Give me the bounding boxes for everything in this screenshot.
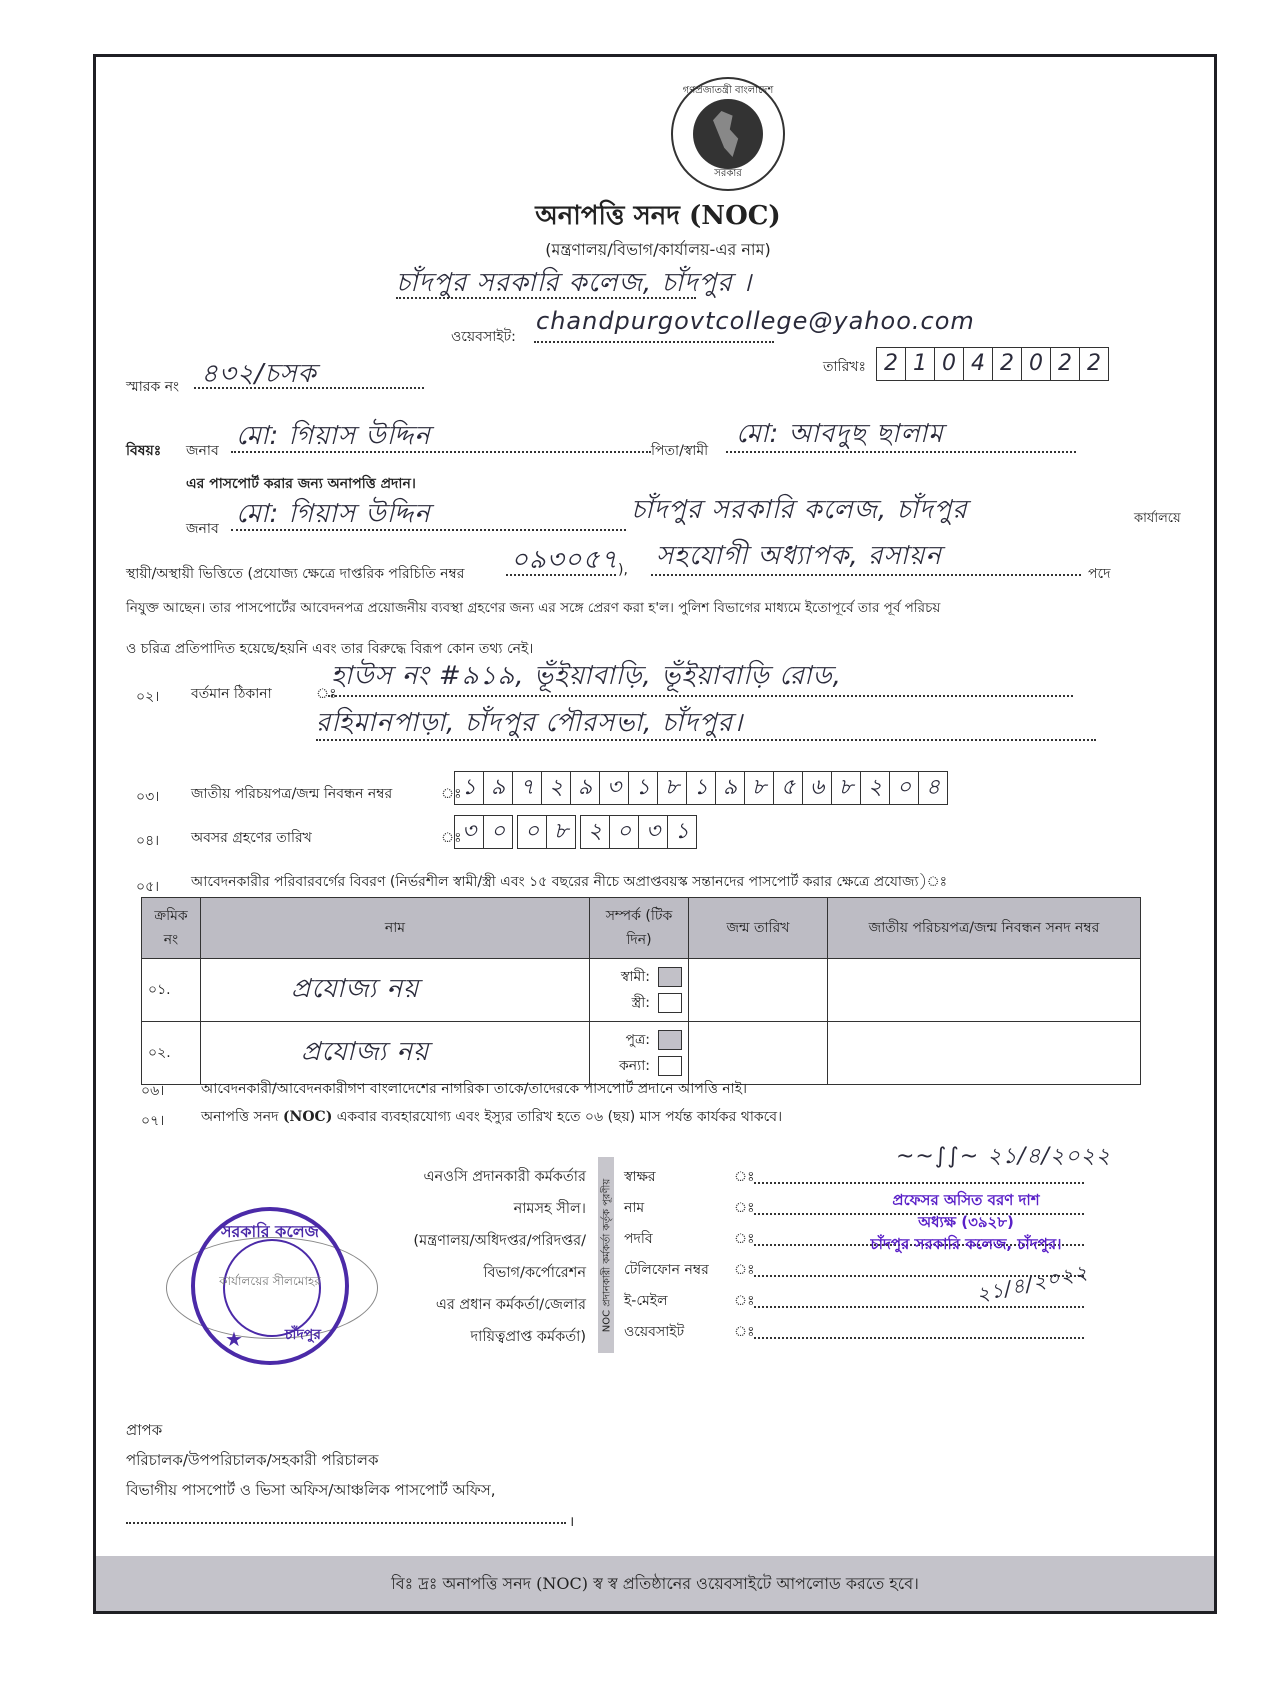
subject-label: বিষয়ঃ (126, 443, 162, 459)
page-title (96, 195, 1220, 239)
date-digit[interactable]: 4 (964, 348, 993, 380)
footer-note (96, 1556, 1214, 1611)
father-name-field[interactable]: মো: আবদুছ ছালাম (736, 419, 944, 449)
designation-suffix: পদে (1088, 566, 1111, 582)
id-close: ), (618, 562, 628, 578)
id-number-field[interactable]: ০৯৩০৫৭ (511, 545, 619, 575)
issuer-field-label: পদবি (624, 1230, 653, 1247)
seal-bottom-text: চাঁদপুর (284, 1327, 321, 1343)
body-line4: ও চরিত্র প্রতিপাদিত হয়েছে/হয়নি এবং তার বিরুদ্ধে বিরূপ কোন তথ্য নেই। (126, 641, 534, 657)
address-label: বর্তমান ঠিকানা (191, 686, 272, 702)
subject-mr-label: জনাব (186, 443, 219, 459)
address-line-2-field[interactable]: রহিমানপাড়া, চাঁদপুর পৌরসভা, চাঁদপুর। (316, 708, 744, 738)
relation-husband-label: স্বামী: (620, 969, 650, 985)
retirement-day-digit[interactable]: ০ (490, 819, 506, 844)
nid-label: জাতীয় পরিচয়পত্র/জন্ম নিবন্ধন নম্বর (191, 786, 393, 802)
nid-digit[interactable]: ৯ (571, 772, 600, 804)
website-dotted-line (534, 341, 774, 343)
retirement-day-digit[interactable]: ৩ (455, 816, 484, 848)
retirement-year-digit[interactable]: ২ (581, 816, 610, 848)
item-05-num: ০৫। (136, 879, 160, 895)
note-07-noc: (NOC) (282, 1109, 333, 1125)
subject-line2: এর পাসপোর্ট করার জন্য অনাপত্তি প্রদান। (186, 476, 416, 492)
emblem-ring-bottom: সরকার (714, 168, 742, 179)
nid-digit[interactable]: ১ (455, 772, 484, 804)
recipient-label: প্রাপক (126, 1421, 163, 1439)
relation-son-label: পুত্র: (625, 1032, 650, 1048)
header-relation: সম্পর্ক (টিক দিন) (590, 898, 689, 959)
body-line3: নিযুক্ত আছেন। তার পাসপোর্টের আবেদনপত্র প্রয়োজনীয় ব্যবস্থা গ্রহণের জন্য এর সঙ্গে প্রেরণ করা হ'ল। পুলিশ বিভাগের মাধ্যমে ইতোপূর্বে তার পূর্ব পরিচয় (126, 600, 941, 616)
issuer-field-colon: ঃ (734, 1323, 755, 1340)
nid-digit[interactable]: ১ (687, 772, 716, 804)
issuer-field-label: ওয়েবসাইট (624, 1323, 685, 1340)
issuer-field-colon: ঃ (734, 1230, 755, 1247)
note-07-text-a: অনাপত্তি সনদ (201, 1109, 279, 1125)
website-field[interactable]: chandpurgovtcollege@yahoo.com (536, 307, 975, 335)
subject-name-dotted-line (231, 451, 651, 453)
nid-digit[interactable]: ৯ (484, 772, 513, 804)
note-07-text (201, 1105, 782, 1129)
office-seal (191, 1207, 349, 1365)
row-dob[interactable] (689, 1022, 828, 1085)
address-line-2-dotted (316, 739, 1096, 741)
row-nid[interactable] (828, 959, 1141, 1022)
nid-digit[interactable]: ৮ (745, 772, 774, 804)
nid-digit[interactable]: ৮ (658, 772, 687, 804)
issuer-field-label: নাম (624, 1199, 645, 1216)
nid-digit[interactable]: ৪ (925, 775, 941, 800)
address-colon: ঃ (316, 686, 337, 702)
memo-label: স্মারক নং (126, 379, 180, 395)
header-nid: জাতীয় পরিচয়পত্র/জন্ম নিবন্ধন সনদ নম্বর (828, 898, 1141, 959)
date-digit[interactable]: 0 (1022, 348, 1051, 380)
table-row (142, 959, 1141, 1022)
body-mr-label: জনাব (186, 521, 219, 537)
retirement-year-digit[interactable]: ০ (610, 816, 639, 848)
row-serial: ০২. (142, 1022, 201, 1085)
note-07-text-b: একবার ব্যবহারযোগ্য এবং ইস্যুর তারিখ হতে ০৬ (ছয়) মাস পর্যন্ত কার্যকর থাকবে। (336, 1109, 783, 1125)
retirement-year-digit[interactable]: ১ (674, 819, 690, 844)
issuer-desc-line: বিভাগ/কর্পোরেশন (483, 1265, 586, 1281)
office-name-field[interactable]: চাঁদপুর সরকারি কলেজ, চাঁদপুর । (396, 268, 753, 298)
retirement-colon: ঃ (441, 830, 462, 846)
office-suffix: কার্যালয়ে (1134, 511, 1181, 526)
nid-digit[interactable]: ২ (542, 772, 571, 804)
issuer-field-label: ই-মেইল (624, 1292, 668, 1309)
seal-top-text: সরকারি কলেজ (220, 1222, 319, 1241)
footer-text-a: বিঃ দ্রঃ অনাপত্তি সনদ (391, 1574, 532, 1593)
date-digit[interactable]: 1 (906, 348, 935, 380)
address-line-1-dotted (328, 695, 1073, 697)
relation-son-checkbox[interactable] (658, 1030, 682, 1050)
issuer-desc-line: নামসহ সীল। (513, 1201, 586, 1217)
issuer-desc-line: দায়িত্বপ্রাপ্ত কর্মকর্তা) (470, 1329, 586, 1345)
footer-noc: (NOC) (536, 1574, 588, 1593)
designation-dotted-line (651, 574, 1081, 576)
date-digit[interactable]: 2 (993, 348, 1022, 380)
nid-field[interactable] (454, 771, 948, 805)
date-field[interactable] (876, 347, 1109, 381)
date-digit[interactable]: 2 (877, 348, 906, 380)
recipient-dotted-line[interactable] (126, 1522, 566, 1524)
star-icon: ★ (225, 1327, 243, 1351)
signature: ~~∫∫~ ২১/৪/২০২২ (896, 1144, 1112, 1169)
row-name[interactable]: প্রযোজ্য নয় (201, 959, 590, 1022)
header-name: নাম (201, 898, 590, 959)
father-name-dotted-line (726, 451, 1076, 453)
body-name-dotted-line (231, 529, 626, 531)
emblem-ring-top: গণপ্রজাতন্ত্রী বাংলাদেশ (682, 85, 774, 96)
nid-digit[interactable]: ৯ (716, 772, 745, 804)
family-label: আবেদনকারীর পরিবারবর্গের বিবরণ (নির্ভরশীল স্বামী/স্ত্রী এবং ১৫ বছরের নীচে অপ্রাপ্তবয়স্ক সন্তানদের পাসপোর্ট করার ক্ষেত্রে প্রযোজ্য)ঃ (191, 874, 948, 890)
header-dob: জন্ম তারিখ (689, 898, 828, 959)
note-07-num: ০৭। (141, 1113, 165, 1129)
row-relation (590, 959, 689, 1022)
nid-digit[interactable]: ৮ (832, 772, 861, 804)
signature-date: ২১/৪/২০২২ (987, 1144, 1112, 1169)
stamp-line: প্রফেসর অসিত বরণ দাশ (892, 1191, 1040, 1209)
name-stamp (806, 1189, 1126, 1255)
relation-daughter-checkbox[interactable] (658, 1056, 682, 1076)
noc-vertical-label-bar (598, 1157, 614, 1353)
noc-form (93, 54, 1217, 1614)
nid-digit[interactable]: ০ (890, 772, 919, 804)
retirement-year-digit[interactable]: ৩ (639, 816, 668, 848)
para-prefix: স্থায়ী/অস্থায়ী ভিত্তিতে (প্রযোজ্য ক্ষেত্রে দাপ্তরিক পরিচিতি নম্বর (126, 566, 465, 582)
recipient-line2: বিভাগীয় পাসপোর্ট ও ভিসা অফিস/আঞ্চলিক পাসপোর্ট অফিস, (126, 1481, 496, 1499)
issuer-desc-line: এর প্রধান কর্মকর্তা/জেলার (435, 1297, 586, 1313)
body-name-field[interactable]: মো: গিয়াস উদ্দিন (236, 499, 431, 529)
stamp-line: অধ্যক্ষ (৩৯২৮) (918, 1213, 1014, 1231)
nid-digit[interactable]: ৩ (600, 772, 629, 804)
issuer-field-row (624, 1316, 1084, 1347)
family-table (141, 897, 1141, 1085)
date-digit[interactable]: 2 (1087, 351, 1101, 376)
row-dob[interactable] (689, 959, 828, 1022)
address-line-1-field[interactable]: হাউস নং #৯১৯, ভূঁইয়াবাড়ি, ভূঁইয়াবাড়ি রোড, (331, 661, 842, 691)
office-name-dotted-line (396, 297, 696, 299)
memo-field[interactable]: ৪৩২/চসক (201, 359, 317, 389)
recipient-line3-end: । (569, 1514, 575, 1530)
issuer-desc-line: এনওসি প্রদানকারী কর্মকর্তার (423, 1169, 586, 1185)
table-row (142, 1022, 1141, 1085)
header-serial: ক্রমিক নং (142, 898, 201, 959)
government-emblem (671, 77, 785, 191)
row-name[interactable]: প্রযোজ্য নয় (201, 1022, 590, 1085)
row-serial: ০১. (142, 959, 201, 1022)
date-digit[interactable]: 0 (935, 348, 964, 380)
title-bn: অনাপত্তি সনদ (535, 201, 680, 231)
date-digit[interactable]: 2 (1051, 348, 1080, 380)
issuer-desc-line: (মন্ত্রণালয়/অধিদপ্তর/পরিদপ্তর/ (413, 1233, 586, 1249)
title-en: (NOC) (689, 201, 781, 231)
retirement-month-digit[interactable]: ৮ (553, 819, 569, 844)
initial-date: ২১/৪/২০২২ (974, 1259, 1091, 1307)
subject-name-field[interactable]: মো: গিয়াস উদ্দিন (236, 421, 431, 451)
issuer-description (376, 1161, 586, 1353)
item-04-num: ০৪। (136, 833, 160, 849)
issuer-field-label: স্বাক্ষর (624, 1168, 656, 1185)
subtitle: (মন্ত্রণালয়/বিভাগ/কার্যালয়-এর নাম) (545, 240, 771, 259)
retirement-date-field[interactable] (454, 815, 697, 849)
recipient-line1: পরিচালক/উপপরিচালক/সহকারী পরিচালক (126, 1451, 379, 1469)
relation-wife-checkbox[interactable] (658, 993, 682, 1013)
issuer-field-colon: ঃ (734, 1199, 755, 1216)
memo-dotted-line (194, 387, 424, 389)
issuer-field-colon: ঃ (734, 1292, 755, 1309)
note-06-text: আবেদনকারী/আবেদনকারীগণ বাংলাদেশের নাগরিক। তাকে/তাদেরকে পাসপোর্ট প্রদানে আপত্তি নাই। (201, 1081, 748, 1097)
relation-husband-checkbox[interactable] (658, 967, 682, 987)
retirement-day[interactable] (454, 815, 513, 849)
issuer-field-colon: ঃ (734, 1168, 755, 1185)
relation-daughter-label: কন্যা: (619, 1058, 650, 1074)
item-03-num: ০৩। (136, 789, 160, 805)
issuer-field-label: টেলিফোন নম্বর (624, 1261, 709, 1278)
nid-digit[interactable]: ৫ (774, 772, 803, 804)
date-label: তারিখঃ (823, 359, 866, 375)
seal-mid-text: কার্যালয়ের সীলমোহর (219, 1274, 321, 1288)
nid-digit[interactable]: ২ (861, 772, 890, 804)
row-nid[interactable] (828, 1022, 1141, 1085)
designation-field[interactable]: সহযোগী অধ্যাপক, রসায়ন (656, 541, 942, 571)
nid-colon: ঃ (441, 786, 462, 802)
nid-digit[interactable]: ৬ (803, 772, 832, 804)
id-number-dotted-line (506, 574, 616, 576)
family-table-header (142, 898, 1141, 959)
retirement-year[interactable] (580, 815, 697, 849)
relation-wife-label: স্ত্রী: (631, 995, 650, 1011)
nid-digit[interactable]: ১ (629, 772, 658, 804)
footer-text-b: স্ব স্ব প্রতিষ্ঠানের ওয়েবসাইটে আপলোড করতে হবে। (593, 1574, 919, 1593)
retirement-month[interactable] (517, 815, 576, 849)
issuer-field-colon: ঃ (734, 1261, 755, 1278)
retirement-label: অবসর গ্রহণের তারিখ (191, 830, 312, 846)
issuer-field-input[interactable] (754, 1325, 1084, 1339)
father-label: পিতা/স্বামী (651, 443, 709, 459)
noc-vertical-label: NOC প্রদানকারী কর্মকর্তা কর্তৃক পূরণীয় (601, 1178, 613, 1333)
stamp-line: চাঁদপুর সরকারি কলেজ, চাঁদপুর। (870, 1235, 1062, 1253)
nid-digit[interactable]: ৭ (513, 772, 542, 804)
website-label: ওয়েবসাইট: (451, 329, 516, 345)
note-06-num: ০৬। (141, 1083, 165, 1099)
row-relation (590, 1022, 689, 1085)
body-office-field[interactable]: চাঁদপুর সরকারি কলেজ, চাঁদপুর (631, 495, 968, 525)
item-02-num: ০২। (136, 689, 160, 705)
retirement-month-digit[interactable]: ০ (518, 816, 547, 848)
